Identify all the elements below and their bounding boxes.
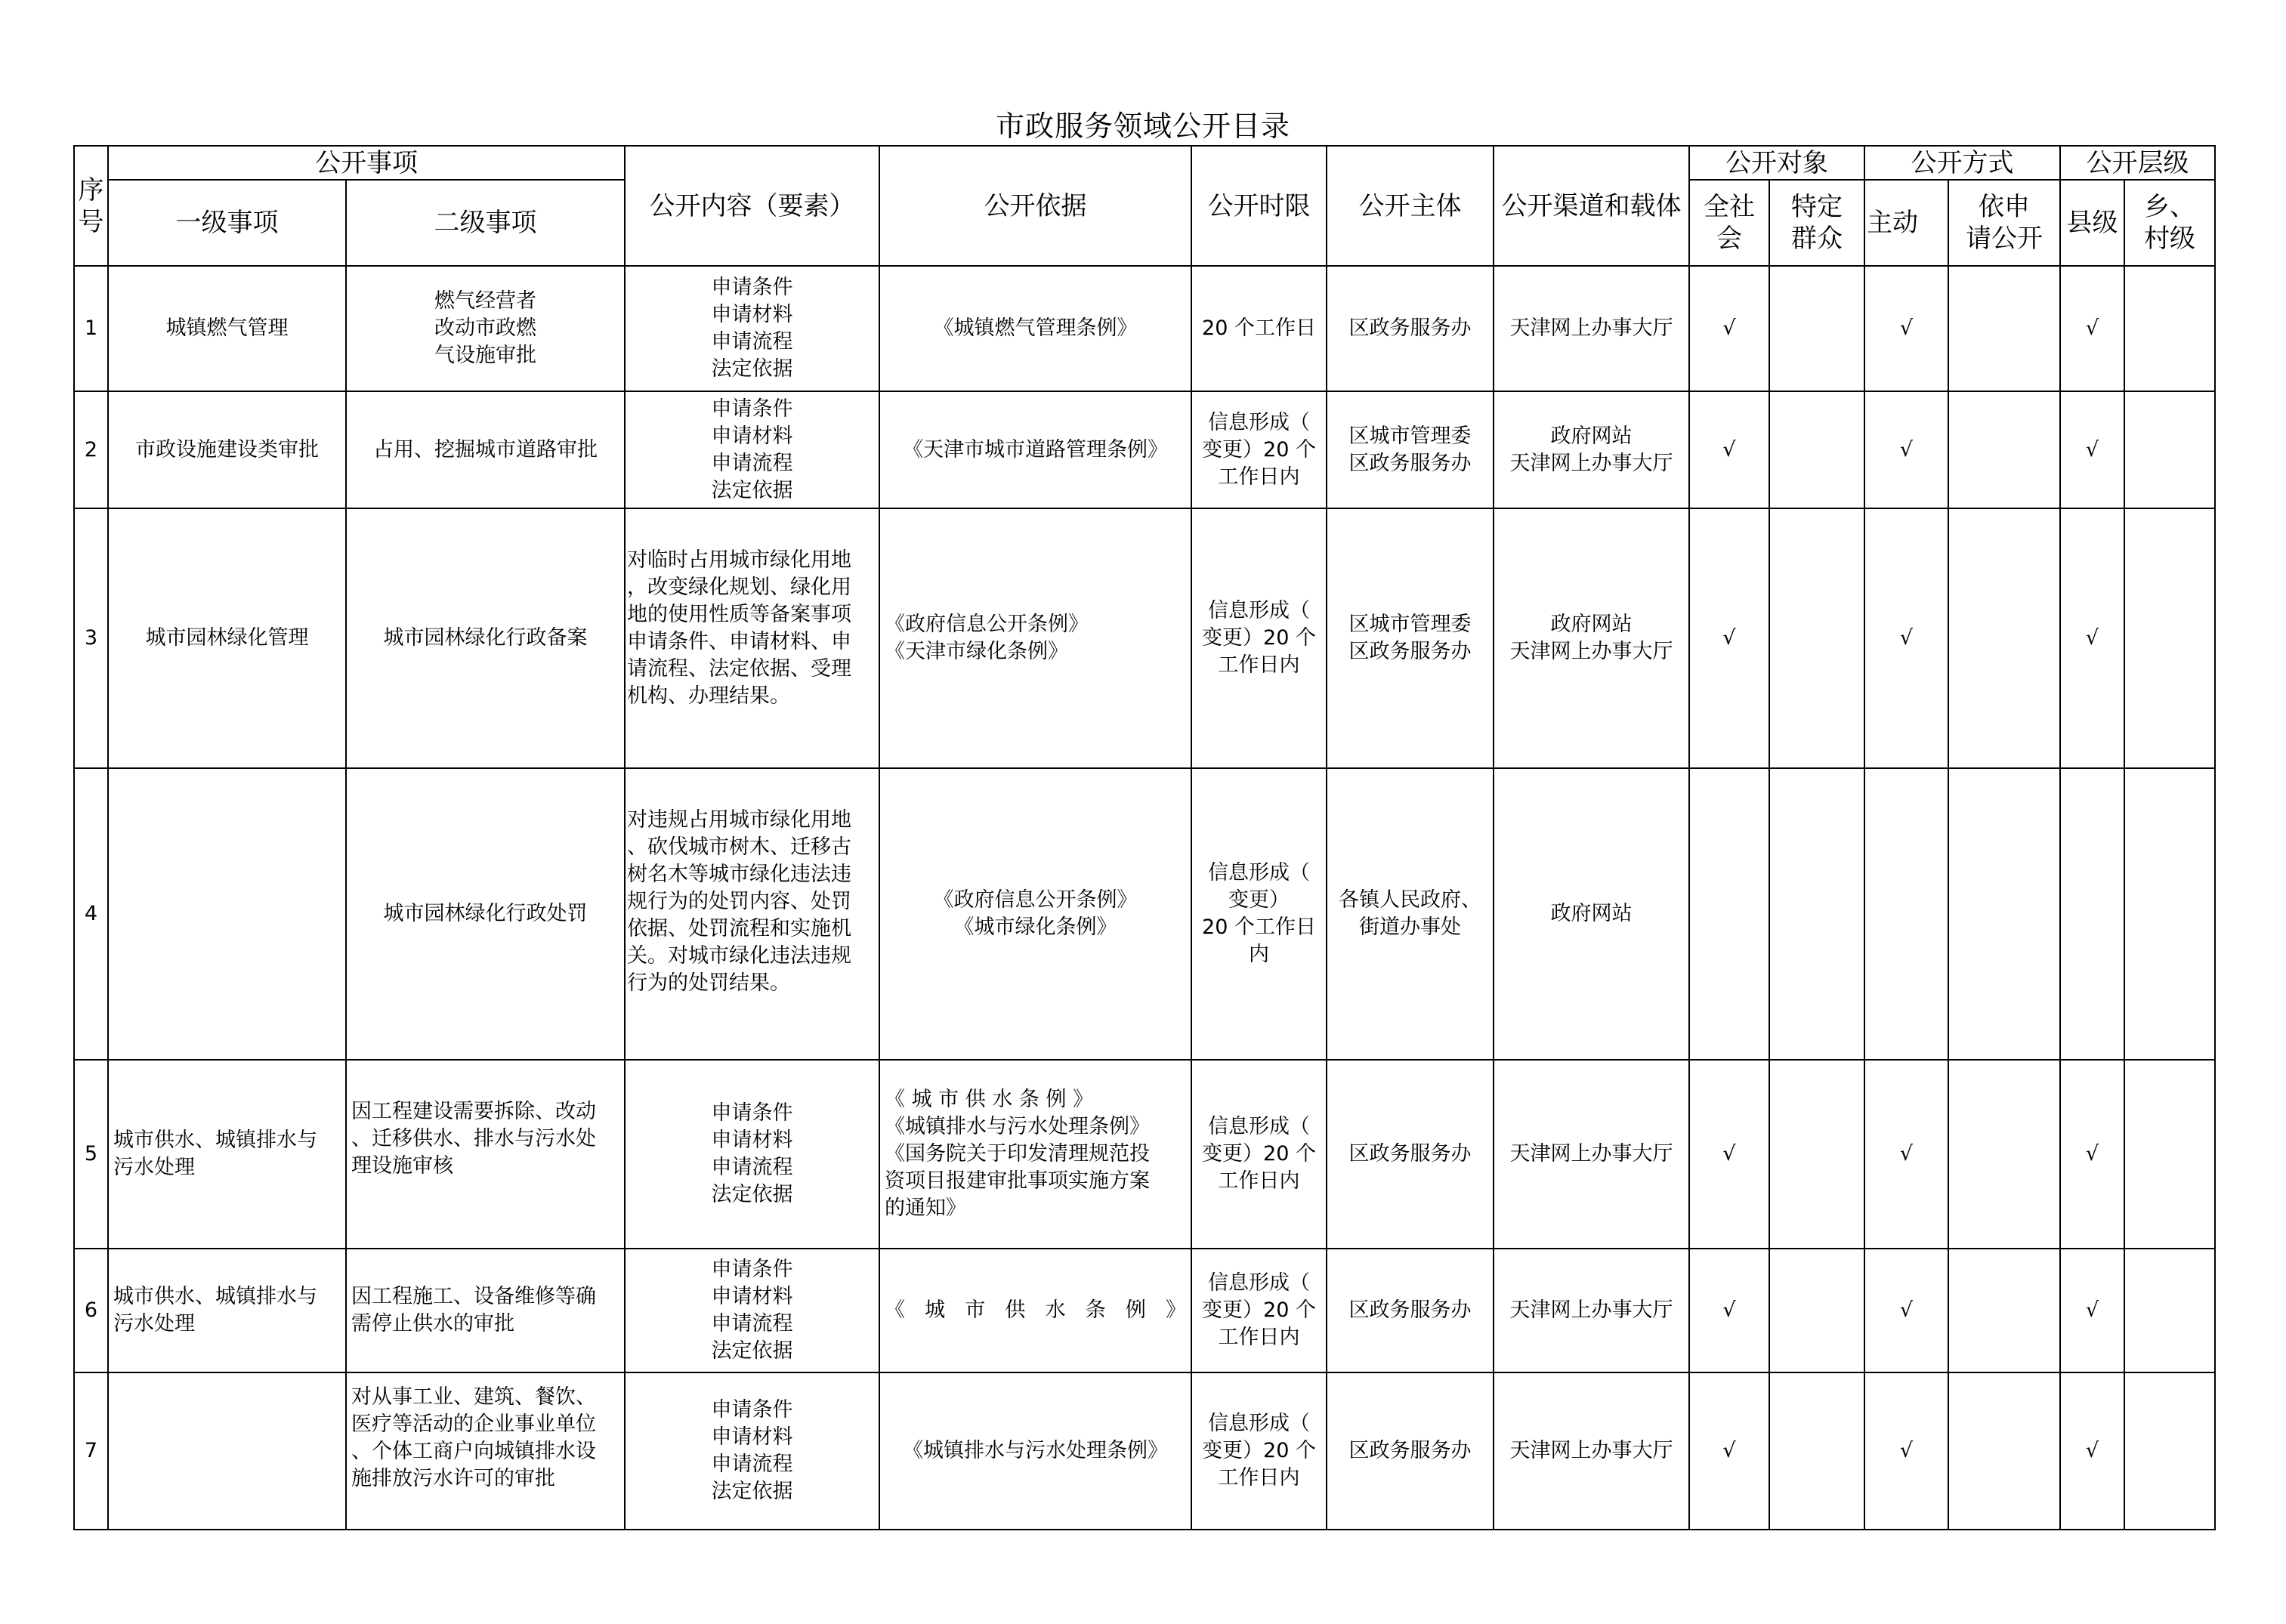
row-method-active: √ bbox=[1864, 508, 1948, 768]
row-subject: 区城市管理委 区政务服务办 bbox=[1327, 508, 1494, 768]
row-method-apply bbox=[1948, 508, 2060, 768]
header-target-all: 全社会 bbox=[1689, 180, 1769, 266]
row-basis-cell bbox=[879, 1060, 1191, 1249]
row-level1: 城市园林绿化管理 bbox=[108, 508, 346, 768]
row-target-all: √ bbox=[1689, 1060, 1769, 1249]
row-time-limit: 信息形成（ 变更）20 个 工作日内 bbox=[1191, 1372, 1327, 1530]
header-target-specific: 特定 群众 bbox=[1769, 180, 1864, 266]
table-row bbox=[74, 508, 2215, 768]
row-subject: 区政务服务办 bbox=[1327, 1060, 1494, 1249]
row-level1: 市政设施建设类审批 bbox=[108, 391, 346, 508]
row-target-specific bbox=[1769, 1060, 1864, 1249]
header-row-1 bbox=[74, 146, 2215, 180]
row-target-specific bbox=[1769, 391, 1864, 508]
row-channel: 政府网站 bbox=[1494, 768, 1689, 1060]
row-time-limit: 信息形成（ 变更）20 个 工作日内 bbox=[1191, 1249, 1327, 1372]
row-method-active: √ bbox=[1864, 391, 1948, 508]
row-level2: 城市园林绿化行政处罚 bbox=[346, 768, 625, 1060]
row-channel: 天津网上办事大厅 bbox=[1494, 1372, 1689, 1530]
header-channel: 公开渠道和载体 bbox=[1494, 146, 1689, 266]
table-row bbox=[74, 1249, 2215, 1372]
row-basis: 《城镇排水与污水处理条例》 bbox=[879, 1372, 1191, 1530]
row-basis: 《政府信息公开条例》 《城市绿化条例》 bbox=[879, 768, 1191, 1060]
row-level-county: √ bbox=[2060, 1249, 2124, 1372]
row-level-county: √ bbox=[2060, 266, 2124, 391]
row-level2: 占用、挖掘城市道路审批 bbox=[346, 391, 625, 508]
row-subject: 区政务服务办 bbox=[1327, 266, 1494, 391]
row-level-township bbox=[2124, 508, 2215, 768]
row-level-township bbox=[2124, 1372, 2215, 1530]
row-level1 bbox=[108, 768, 346, 1060]
header-content: 公开内容（要素） bbox=[625, 146, 879, 266]
row-target-all bbox=[1689, 768, 1769, 1060]
table-row bbox=[74, 266, 2215, 391]
row-target-specific bbox=[1769, 266, 1864, 391]
row-target-all: √ bbox=[1689, 1249, 1769, 1372]
table-row bbox=[74, 391, 2215, 508]
row-subject: 区政务服务办 bbox=[1327, 1249, 1494, 1372]
row-target-specific bbox=[1769, 1249, 1864, 1372]
row-time-limit: 信息形成（ 变更）20 个 工作日内 bbox=[1191, 1060, 1327, 1249]
row-method-active bbox=[1864, 768, 1948, 1060]
header-subject: 公开主体 bbox=[1327, 146, 1494, 266]
row-channel: 政府网站 天津网上办事大厅 bbox=[1494, 508, 1689, 768]
row-basis-first: 《 城 市 供 水 条 例 》 bbox=[885, 1088, 1094, 1111]
row-content: 申请条件 申请材料 申请流程 法定依据 bbox=[625, 1372, 879, 1530]
row-time-limit: 信息形成（ 变更）20 个 工作日内 bbox=[1191, 508, 1327, 768]
row-basis: 《 城 市 供 水 条 例 》 bbox=[879, 1249, 1191, 1372]
row-time-limit: 20 个工作日 bbox=[1191, 266, 1327, 391]
row-level-county: √ bbox=[2060, 391, 2124, 508]
header-target-group: 公开对象 bbox=[1689, 146, 1864, 180]
header-method-active: 主动 bbox=[1864, 180, 1948, 266]
row-subject: 区城市管理委 区政务服务办 bbox=[1327, 391, 1494, 508]
header-level-county: 县级 bbox=[2060, 180, 2124, 266]
row-seq: 5 bbox=[74, 1060, 108, 1249]
header-level1: 一级事项 bbox=[108, 180, 346, 266]
row-content: 申请条件 申请材料 申请流程 法定依据 bbox=[625, 1060, 879, 1249]
header-method-apply: 依申 请公开 bbox=[1948, 180, 2060, 266]
row-level-county: √ bbox=[2060, 508, 2124, 768]
row-method-apply bbox=[1948, 391, 2060, 508]
row-level2: 因工程建设需要拆除、改动 、迁移供水、排水与污水处 理设施审核 bbox=[346, 1060, 625, 1249]
row-level1: 城镇燃气管理 bbox=[108, 266, 346, 391]
header-seq: 序 号 bbox=[74, 146, 108, 266]
row-seq: 1 bbox=[74, 266, 108, 391]
row-target-specific bbox=[1769, 508, 1864, 768]
header-level2: 二级事项 bbox=[346, 180, 625, 266]
row-basis: 《天津市城市道路管理条例》 bbox=[879, 391, 1191, 508]
row-channel: 天津网上办事大厅 bbox=[1494, 266, 1689, 391]
row-method-apply bbox=[1948, 1249, 2060, 1372]
row-level-county: √ bbox=[2060, 1060, 2124, 1249]
row-content: 申请条件 申请材料 申请流程 法定依据 bbox=[625, 1249, 879, 1372]
row-method-apply bbox=[1948, 1372, 2060, 1530]
row-channel: 天津网上办事大厅 bbox=[1494, 1249, 1689, 1372]
row-content: 对临时占用城市绿化用地 ，改变绿化规划、绿化用 地的使用性质等备案事项 申请条件、申请材料、申 请流程、法定依据、受理 机构、办理结果。 bbox=[625, 508, 879, 768]
row-level-county bbox=[2060, 768, 2124, 1060]
row-level2: 燃气经营者 改动市政燃 气设施审批 bbox=[346, 266, 625, 391]
row-channel: 政府网站 天津网上办事大厅 bbox=[1494, 391, 1689, 508]
row-method-active: √ bbox=[1864, 1249, 1948, 1372]
row-basis: 《城镇燃气管理条例》 bbox=[879, 266, 1191, 391]
row-subject: 区政务服务办 bbox=[1327, 1372, 1494, 1530]
header-method-group: 公开方式 bbox=[1864, 146, 2060, 180]
row-level-township bbox=[2124, 391, 2215, 508]
row-target-all: √ bbox=[1689, 1372, 1769, 1530]
row-method-apply bbox=[1948, 1060, 2060, 1249]
row-level-township bbox=[2124, 1249, 2215, 1372]
row-method-active: √ bbox=[1864, 266, 1948, 391]
header-basis: 公开依据 bbox=[879, 146, 1191, 266]
disclosure-catalog-table bbox=[73, 145, 2216, 1530]
row-seq: 2 bbox=[74, 391, 108, 508]
page-title: 市政服务领域公开目录 bbox=[995, 110, 1290, 143]
row-level1: 城市供水、城镇排水与 污水处理 bbox=[108, 1060, 346, 1249]
row-seq: 4 bbox=[74, 768, 108, 1060]
row-target-specific bbox=[1769, 1372, 1864, 1530]
row-time-limit: 信息形成（ 变更） 20 个工作日 内 bbox=[1191, 768, 1327, 1060]
row-channel: 天津网上办事大厅 bbox=[1494, 1060, 1689, 1249]
row-level2: 城市园林绿化行政备案 bbox=[346, 508, 625, 768]
row-time-limit: 信息形成（ 变更）20 个 工作日内 bbox=[1191, 391, 1327, 508]
row-content: 申请条件 申请材料 申请流程 法定依据 bbox=[625, 391, 879, 508]
row-basis: 《政府信息公开条例》 《天津市绿化条例》 bbox=[879, 508, 1191, 768]
row-seq: 3 bbox=[74, 508, 108, 768]
row-method-apply bbox=[1948, 768, 2060, 1060]
row-seq: 7 bbox=[74, 1372, 108, 1530]
row-level-township bbox=[2124, 768, 2215, 1060]
table-row bbox=[74, 768, 2215, 1060]
row-content: 申请条件 申请材料 申请流程 法定依据 bbox=[625, 266, 879, 391]
row-level-county: √ bbox=[2060, 1372, 2124, 1530]
row-level1 bbox=[108, 1372, 346, 1530]
row-method-active: √ bbox=[1864, 1372, 1948, 1530]
row-level2: 对从事工业、建筑、餐饮、 医疗等活动的企业事业单位 、个体工商户向城镇排水设 施排放污水许可的审批 bbox=[346, 1372, 625, 1530]
row-method-apply bbox=[1948, 266, 2060, 391]
header-items-group: 公开事项 bbox=[108, 146, 625, 180]
row-level-township bbox=[2124, 266, 2215, 391]
row-level-township bbox=[2124, 1060, 2215, 1249]
row-target-all: √ bbox=[1689, 508, 1769, 768]
row-subject: 各镇人民政府、 街道办事处 bbox=[1327, 768, 1494, 1060]
row-seq: 6 bbox=[74, 1249, 108, 1372]
row-target-specific bbox=[1769, 768, 1864, 1060]
row-level1: 城市供水、城镇排水与 污水处理 bbox=[108, 1249, 346, 1372]
header-level-group: 公开层级 bbox=[2060, 146, 2215, 180]
row-content: 对违规占用城市绿化用地 、砍伐城市树木、迁移古 树名木等城市绿化违法违 规行为的处罚内容、处罚 依据、处罚流程和实施机 关。对城市绿化违法违规 行为的处罚结果。 bbox=[625, 768, 879, 1060]
table-row bbox=[74, 1060, 2215, 1249]
row-basis: 《城镇排水与污水处理条例》 《国务院关于印发清理规范投 资项目报建审批事项实施方案 的通知》 bbox=[885, 1115, 1150, 1220]
row-method-active: √ bbox=[1864, 1060, 1948, 1249]
header-level-township: 乡、 村级 bbox=[2124, 180, 2215, 266]
table-row bbox=[74, 1372, 2215, 1530]
row-level2: 因工程施工、设备维修等确 需停止供水的审批 bbox=[346, 1249, 625, 1372]
row-target-all: √ bbox=[1689, 266, 1769, 391]
header-time-limit: 公开时限 bbox=[1191, 146, 1327, 266]
row-target-all: √ bbox=[1689, 391, 1769, 508]
